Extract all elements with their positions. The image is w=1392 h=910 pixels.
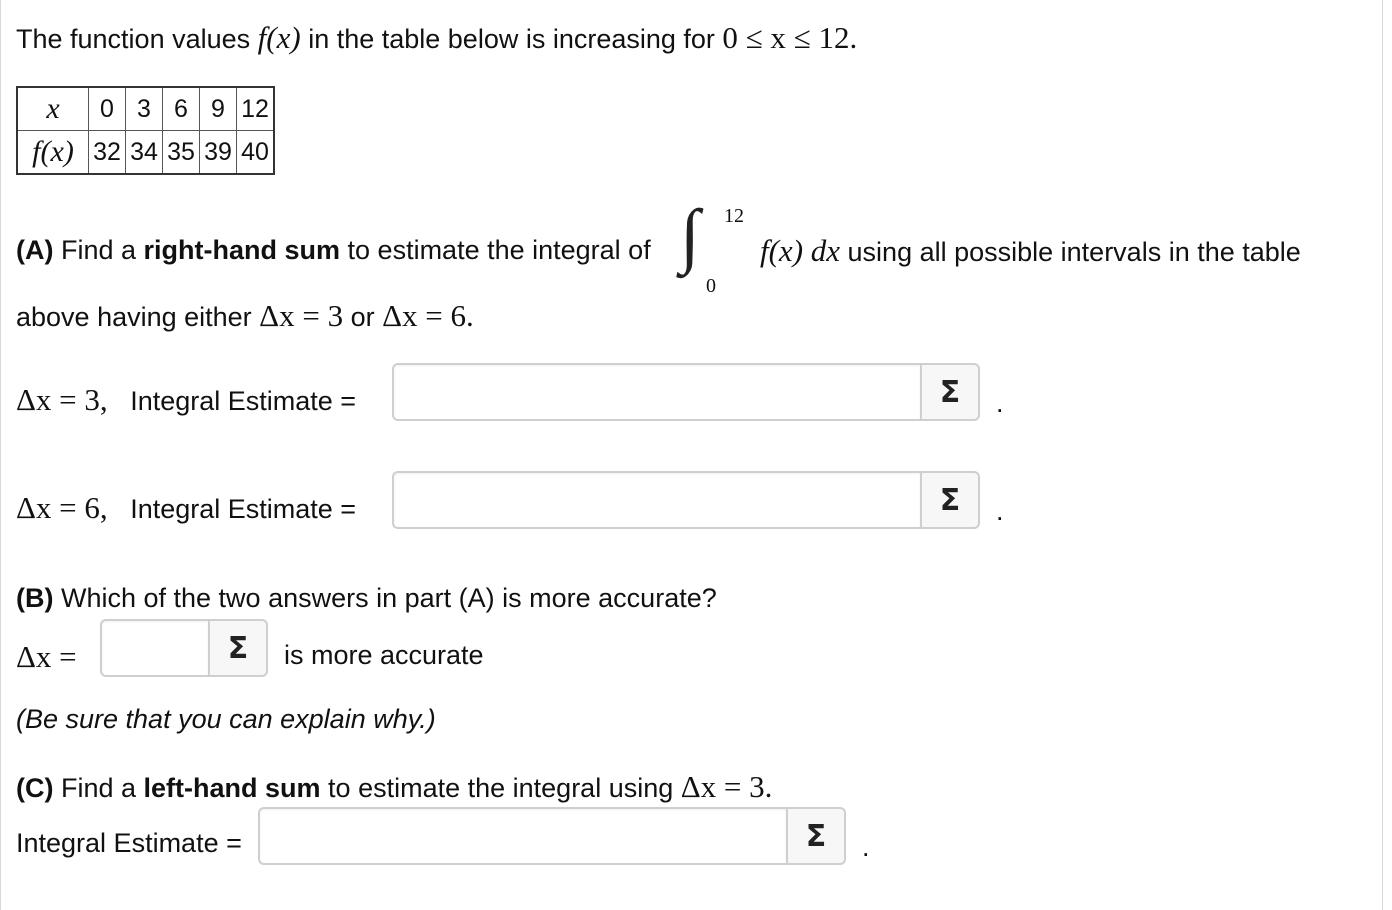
trailing-period: . [996, 496, 1004, 526]
part-b-prompt [16, 585, 717, 612]
part-c-prompt [16, 771, 772, 802]
part-c-text2: to estimate the integral using [320, 773, 681, 803]
intro-function: f(x) [257, 20, 301, 55]
part-c-text1: Find a [53, 773, 144, 803]
table-cell-f: 32 [89, 131, 126, 175]
part-b-after-text: is more accurate [284, 640, 484, 670]
part-a-text1: Find a [53, 235, 144, 265]
integral-upper-limit: 12 [724, 205, 744, 227]
part-b-math [16, 641, 77, 672]
table-cell-f: 34 [126, 131, 163, 175]
part-a-line2-or: or [343, 302, 383, 332]
part-a-row2-text: Integral Estimate = [130, 494, 357, 524]
part-a-prompt-line2 [16, 300, 474, 331]
part-a-row2-label [16, 492, 356, 523]
function-values-table [16, 86, 275, 175]
part-c-bold: left-hand sum [143, 773, 321, 803]
sigma-icon[interactable]: Σ [920, 363, 980, 421]
part-a-answer-dx6 [392, 471, 980, 529]
part-c-math: Δx = 3. [680, 769, 773, 804]
part-b-label: (B) [16, 583, 54, 613]
sigma-icon[interactable]: Σ [786, 807, 846, 865]
part-c-row-label: Integral Estimate = [16, 828, 242, 858]
part-a-integrand-line [760, 235, 1301, 266]
part-c-label: (C) [16, 773, 54, 803]
sigma-icon[interactable]: Σ [920, 471, 980, 529]
intro-statement [16, 22, 857, 53]
integral-estimate-dx6-input[interactable] [392, 471, 920, 529]
part-a-row1-text: Integral Estimate = [130, 386, 357, 416]
sigma-icon[interactable]: Σ [208, 619, 268, 677]
more-accurate-dx-input[interactable] [100, 619, 208, 677]
integrand: f(x) dx [760, 233, 841, 268]
part-b-answer [100, 619, 268, 677]
table-row-f [17, 131, 274, 175]
part-a-line2-math1: Δx = 3 [259, 298, 344, 333]
intro-text-before: The function values [16, 24, 258, 54]
part-a-answer-dx3 [392, 363, 980, 421]
part-a-line2-text: above having either [16, 302, 260, 332]
part-a-text3: using all possible intervals in the table [840, 237, 1301, 267]
table-cell-x: 3 [126, 87, 163, 131]
part-b-dx: Δx = [16, 639, 77, 674]
integral-sign-icon: ∫ [680, 195, 700, 275]
part-c-answer [258, 807, 846, 865]
integral-lower-limit: 0 [706, 275, 716, 297]
part-a-text2: to estimate the integral of [340, 235, 651, 265]
table-header-x: x [17, 87, 89, 131]
table-cell-f: 39 [200, 131, 237, 175]
table-row-x [17, 87, 274, 131]
table-cell-x: 6 [163, 87, 200, 131]
trailing-period: . [996, 388, 1004, 418]
part-a-row1-label [16, 384, 356, 415]
part-a-row2-math: Δx = 6, [16, 490, 108, 525]
integral-estimate-dx3-input[interactable] [392, 363, 920, 421]
part-a-label: (A) [16, 235, 54, 265]
intro-text-after: in the table below is increasing for [300, 24, 723, 54]
table-header-f: f(x) [17, 131, 89, 175]
table-cell-x: 12 [237, 87, 275, 131]
part-a-prompt [16, 237, 651, 264]
table-cell-x: 0 [89, 87, 126, 131]
table-cell-x: 9 [200, 87, 237, 131]
table-cell-f: 35 [163, 131, 200, 175]
part-b-question: Which of the two answers in part (A) is more accurate? [53, 583, 717, 613]
part-b-note: (Be sure that you can explain why.) [16, 704, 436, 734]
intro-range: 0 ≤ x ≤ 12. [722, 20, 858, 55]
part-a-bold: right-hand sum [143, 235, 341, 265]
part-a-line2-math2: Δx = 6. [382, 298, 474, 333]
trailing-period: . [862, 832, 870, 862]
part-a-row1-math: Δx = 3, [16, 382, 108, 417]
table-cell-f: 40 [237, 131, 275, 175]
definite-integral [680, 195, 760, 300]
left-hand-estimate-input[interactable] [258, 807, 786, 865]
